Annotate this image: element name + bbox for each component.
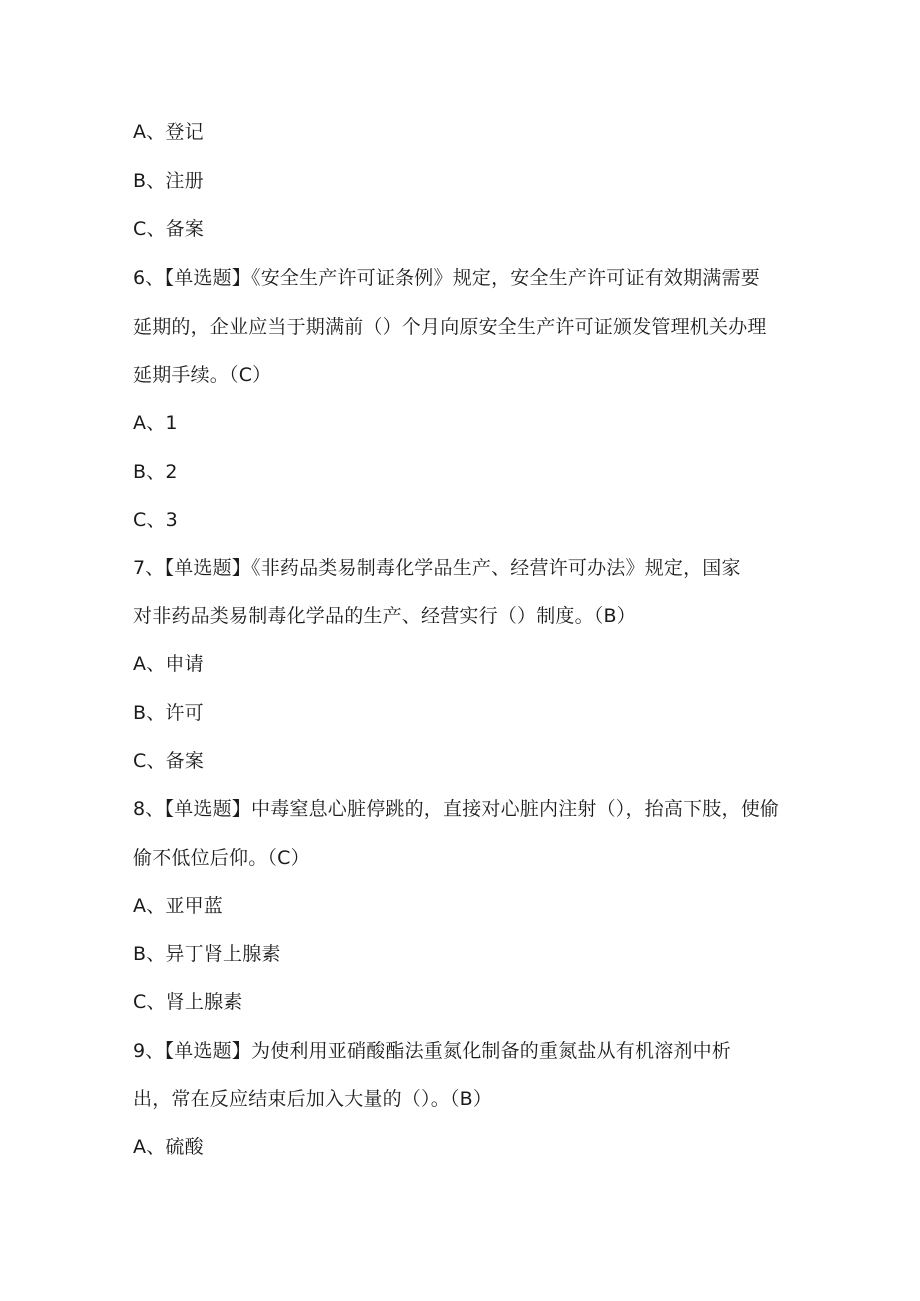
option-a-q8: A、亚甲蓝: [133, 895, 223, 917]
option-c-q7: C、备案: [133, 750, 205, 772]
question-6-line-2: 延期的，企业应当于期满前（）个月向原安全生产许可证颁发管理机关办理: [133, 316, 767, 338]
option-b-q6: B、2: [133, 461, 178, 483]
option-a-q7: A、申请: [133, 653, 204, 675]
option-b-q7: B、许可: [133, 702, 204, 724]
question-9-line-1: 9、【单选题】为使利用亚硝酸酯法重氮化制备的重氮盐从有机溶剂中析: [133, 1040, 731, 1062]
option-a-q9: A、硫酸: [133, 1136, 204, 1158]
question-7-line-2: 对非药品类易制毒化学品的生产、经营实行（）制度。（B）: [133, 605, 636, 627]
option-c-q6: C、3: [133, 509, 178, 531]
option-c-q5: C、备案: [133, 218, 205, 240]
question-6-line-3: 延期手续。（C）: [133, 364, 272, 386]
option-a-q5: A、登记: [133, 121, 204, 143]
question-8-line-2: 偷不低位后仰。（C）: [133, 847, 310, 869]
option-b-q5: B、注册: [133, 170, 204, 192]
option-a-q6: A、1: [133, 412, 178, 434]
question-7-line-1: 7、【单选题】《非药品类易制毒化学品生产、经营许可办法》规定，国家: [133, 557, 741, 579]
question-8-line-1: 8、【单选题】中毒窒息心脏停跳的，直接对心脏内注射（），抬高下肢，使偷: [133, 798, 780, 820]
question-9-line-2: 出，常在反应结束后加入大量的（）。（B）: [133, 1088, 493, 1110]
question-6-line-1: 6、【单选题】《安全生产许可证条例》规定，安全生产许可证有效期满需要: [133, 267, 760, 289]
option-c-q8: C、肾上腺素: [133, 991, 243, 1013]
option-b-q8: B、异丁肾上腺素: [133, 943, 281, 965]
